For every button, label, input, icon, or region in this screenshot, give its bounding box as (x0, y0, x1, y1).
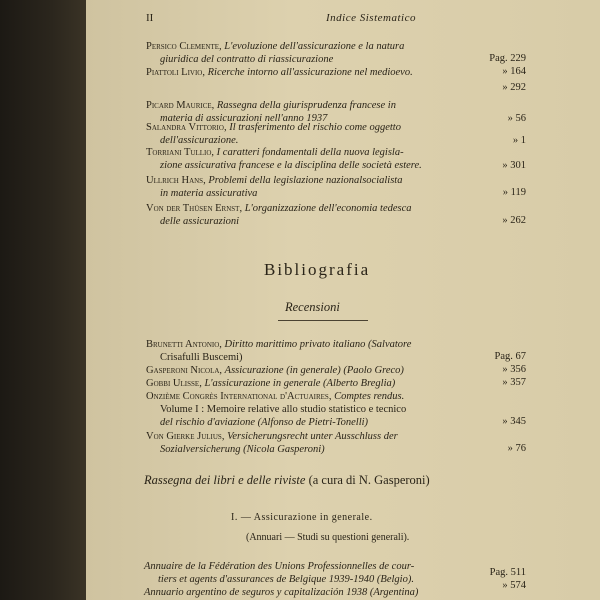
page-ref: Pag. 67 (494, 351, 526, 362)
index-entry: Torriani Tullio, I caratteri fondamentali della nuova legisla- zione assicurativa francese e la disciplina delle società estere. (146, 147, 422, 171)
section-title: Bibliografia (264, 260, 371, 279)
index-entry: Ullrich Hans, Problemi della legislazione nazionalsocialista in materia assicurativa (146, 175, 403, 199)
page-ref: » 119 (502, 187, 526, 198)
divider (278, 320, 368, 321)
review-entry: Onzième Congrès International d'Actuaires, Comptes rendus. Volume I : Memoire relative allo studio statistico e tecnico del rischio d'aviazione (Alfonso de Pietri-Tonelli) (146, 391, 407, 428)
index-entry: Salandra Vittorio, Il trasferimento del rischio come oggetto dell'assicurazione. (146, 122, 401, 146)
index-entry: Picard Maurice, Rassegna della giurisprudenza francese in materia di assicurazioni nell'anno 1937 (146, 100, 396, 124)
review-entry: Brunetti Antonio, Diritto marittimo privato italiano (Salvatore Crisafulli Buscemi) (146, 339, 412, 363)
page-ref: » 76 (507, 443, 526, 454)
page-ref: » 345 (502, 416, 526, 427)
section-subheading: (Annuari — Studi su questioni generali). (246, 532, 410, 543)
page-number: II (146, 12, 154, 24)
page-ref: » 292 (502, 82, 526, 93)
annuari-entry: Annuario argentino de seguros y capitalización 1938 (Argentina) (144, 587, 419, 598)
subsection-title: Recensioni (285, 300, 340, 314)
rassegna-heading: Rassegna dei libri e delle riviste (a cura di N. Gasperoni) (144, 473, 430, 487)
page-ref: » 262 (502, 215, 526, 226)
index-entry: Persico Clemente, L'evoluzione dell'assicurazione e la natura giuridica del contratto di riassicurazione (146, 41, 405, 65)
document-page (86, 0, 600, 600)
index-entry: Von der Thüsen Ernst, L'organizzazione dell'economia tedesca delle assicurazioni (146, 203, 412, 227)
review-entry: Gasperoni Nicola, Assicurazione (in generale) (Paolo Greco) (146, 365, 404, 376)
review-entry: Gobbi Ulisse, L'assicurazione in generale (Alberto Breglia) (146, 378, 396, 389)
page-ref: » 1 (512, 135, 526, 146)
annuari-entry: Annuaire de la Fédération des Unions Professionnelles de cour- tiers et agents d'assurances de Belgique 1939-1940 (Belgio). (144, 561, 415, 585)
index-entry: Piattoli Livio, Ricerche intorno all'assicurazione nel medioevo. (146, 67, 413, 78)
running-header: Indice Sistematico (326, 12, 416, 24)
section-heading: I. — Assicurazione in generale. (231, 512, 373, 523)
page-ref: » 164 (502, 66, 526, 77)
page-ref: » 357 (502, 377, 526, 388)
page-ref: » 301 (502, 160, 526, 171)
review-entry: Von Gierke Julius, Versicherungsrecht unter Ausschluss der Sozialversicherung (Nicola Gasperoni) (146, 431, 398, 455)
page-ref: Pag. 511 (489, 567, 526, 578)
page-ref: » 356 (502, 364, 526, 375)
page-ref: » 574 (502, 580, 526, 591)
page-ref: » 56 (507, 113, 526, 124)
page-ref: Pag. 229 (489, 53, 526, 64)
book-spine-shadow (0, 0, 86, 600)
